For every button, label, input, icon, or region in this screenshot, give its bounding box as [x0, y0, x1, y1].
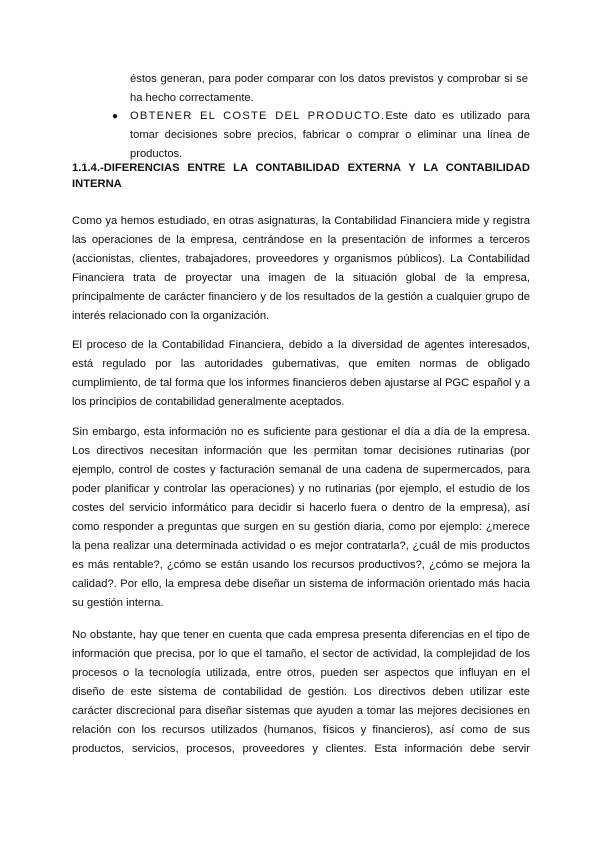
paragraph: Sin embargo, esta información no es suficiente para gestionar el día a día de la empresa. Los directivos necesitan información que les permitan tomar decisiones rutinarias (por ejemplo, control de costes y facturación semanal de una cadena de supermercados, para poder planificar y controlar las operaciones) y no rutinarias (por ejemplo, el estudio de los costes del servicio informático para decidir si hacerlo fuera o dentro de la empresa), así como responder a preguntas que surgen en su gestión diaria, como por ejemplo: ¿merece la pena realizar una determinada actividad o es mejor contratarla?, ¿cuál de mis productos es más rentable?, ¿cómo se están usando los recursos productivos?, ¿cómo se mejora la calidad?. Por ello, la empresa debe diseñar un sistema de información orientado más hacia su gestión interna.	[72, 426, 530, 609]
list-item-lead: OBTENER EL COSTE DEL PRODUCTO.	[130, 110, 386, 122]
section-heading: 1.1.4.-DIFERENCIAS ENTRE LA CONTABILIDAD EXTERNA Y LA CONTABILIDAD INTERNA	[72, 162, 530, 190]
paragraph: El proceso de la Contabilidad Financiera, debido a la diversidad de agentes interesados, está regulado por las autoridades gubernativas, que emiten normas de obligado cumplimiento, de tal forma que los informes financieros deben ajustarse al PGC español y a los principios de contabilidad generalmente aceptados.	[72, 339, 530, 408]
bullet-icon: ●	[112, 111, 119, 122]
list-item-body: Este dato es utilizado para tomar decisiones sobre precios, fabricar o comprar o eliminar una línea de productos.	[130, 110, 530, 160]
paragraph: Como ya hemos estudiado, en otras asignaturas, la Contabilidad Financiera mide y registra las operaciones de la empresa, centrándose en la presentación de informes a terceros (accionistas, clientes, trabajadores, proveedores y organismos públicos). La Contabilidad Financiera trata de proyectar una imagen de la situación global de la empresa, principalmente de carácter financiero y de los resultados de la gestión a cualquier grupo de interés relacionado con la organización.	[72, 215, 530, 322]
continuation-text: éstos generan, para poder comparar con los datos previstos y comprobar si se ha hecho correctamente.	[130, 73, 528, 104]
list-item	[112, 107, 530, 164]
list-item-text	[130, 107, 530, 164]
paragraph: No obstante, hay que tener en cuenta que cada empresa presenta diferencias en el tipo de información que precisa, por lo que el tamaño, el sector de actividad, la complejidad de los procesos o la tecnología utilizada, entre otros, pueden ser aspectos que influyan en el diseño de este sistema de contabilidad de gestión. Los directivos deben utilizar este carácter discrecional para diseñar sistemas que ayuden a tomar las mejores decisiones en relación con los recursos utilizados (humanos, físicos y financieros), así como de sus productos, servicios, procesos, proveedores y clientes. Esta información debe servir	[72, 629, 530, 755]
